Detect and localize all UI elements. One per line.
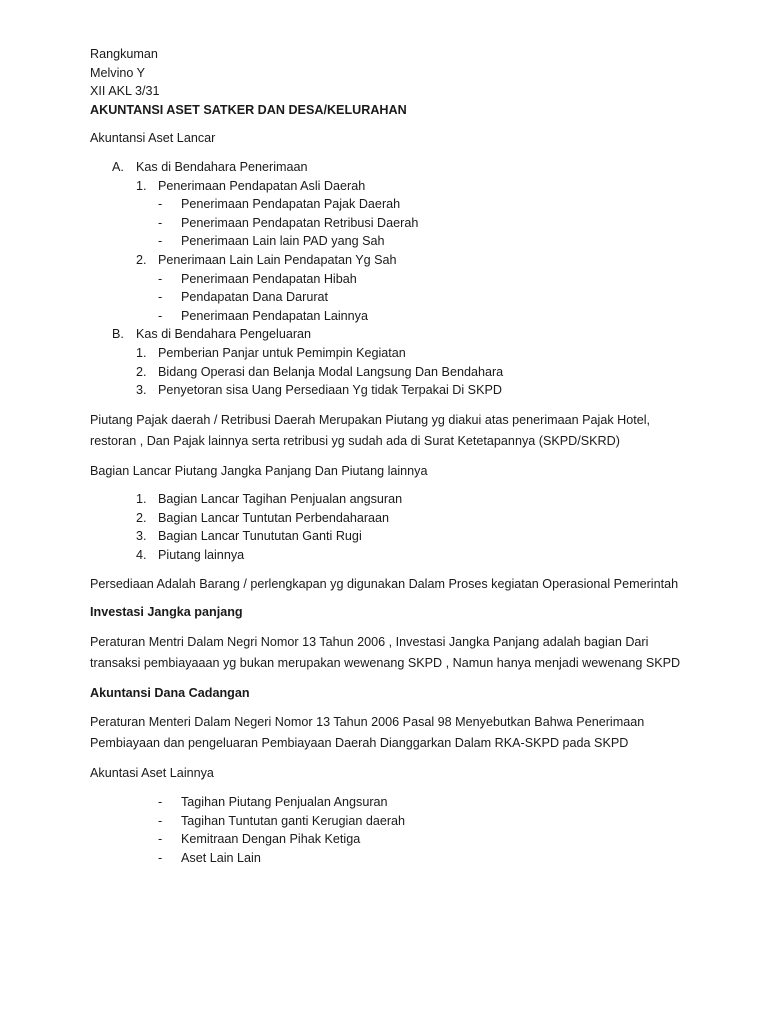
list-marker: - — [158, 197, 163, 212]
list-item-label: Penerimaan Pendapatan Retribusi Daerah — [181, 215, 419, 230]
document-title: AKUNTANSI ASET SATKER DAN DESA/KELURAHAN — [90, 102, 407, 117]
list-marker: B. — [112, 327, 124, 342]
list-marker: 2. — [136, 510, 147, 525]
list-item — [90, 849, 690, 868]
paragraph-line: Pembiayaan dan pengeluaran Pembiayaan Daerah Dianggarkan Dalam RKA-SKPD pada SKPD — [90, 736, 629, 751]
list-item-label: Penerimaan Pendapatan Pajak Daerah — [181, 197, 401, 212]
list-item — [90, 344, 690, 363]
list-item — [90, 177, 690, 196]
list-item — [90, 793, 690, 812]
list-item — [90, 214, 690, 233]
list-item-label: Penerimaan Lain Lain Pendapatan Yg Sah — [158, 252, 397, 267]
list-item-label: Piutang lainnya — [158, 548, 245, 563]
list-item-label: Bidang Operasi dan Belanja Modal Langsung Dan Bendahara — [158, 364, 504, 379]
list-marker: - — [158, 832, 163, 847]
section-heading-bagian-lancar: Bagian Lancar Piutang Jangka Panjang Dan Piutang lainnya — [90, 463, 428, 478]
list-item — [90, 527, 690, 546]
doc-label: Rangkuman — [90, 47, 158, 61]
list-marker: - — [158, 290, 163, 305]
list-item — [90, 307, 690, 326]
paragraph-line: transaksi pembiayaaan yg bukan merupakan wewenang SKPD , Namun hanya menjadi wewenang SKPD — [90, 655, 681, 670]
list-item — [90, 812, 690, 831]
list-item-label: Penyetoran sisa Uang Persediaan Yg tidak Terpakai Di SKPD — [158, 383, 502, 398]
list-marker: 2. — [136, 252, 147, 267]
list-item — [90, 251, 690, 270]
list-marker: 3. — [136, 529, 147, 544]
document-page — [90, 45, 690, 867]
list-item-label: Bagian Lancar Tunututan Ganti Rugi — [158, 529, 362, 544]
list-item-label: Kas di Bendahara Pengeluaran — [136, 327, 312, 342]
list-item — [90, 381, 690, 400]
list-item — [90, 830, 690, 849]
outline-aset-lancar — [90, 158, 690, 400]
list-marker: 2. — [136, 364, 147, 379]
list-marker: - — [158, 813, 163, 828]
list-item — [90, 363, 690, 382]
list-item-label: Pemberian Panjar untuk Pemimpin Kegiatan — [158, 345, 406, 360]
section-heading-investasi: Investasi Jangka panjang — [90, 605, 243, 620]
paragraph-line: Peraturan Menteri Dalam Negeri Nomor 13 Tahun 2006 Pasal 98 Menyebutkan Bahwa Penerimaan — [90, 715, 645, 730]
list-item-label: Kemitraan Dengan Pihak Ketiga — [181, 832, 361, 847]
list-marker: - — [158, 308, 163, 323]
paragraph-line: Piutang Pajak daerah / Retribusi Daerah Merupakan Piutang yg diakui atas penerimaan Pajak Hotel, — [90, 412, 651, 427]
author-name: Melvino Y — [90, 65, 146, 80]
list-marker: 3. — [136, 383, 147, 398]
class-info: XII AKL 3/31 — [90, 84, 160, 99]
paragraph-dana-cadangan — [90, 712, 690, 754]
list-item — [90, 232, 690, 251]
list-marker: 4. — [136, 548, 147, 563]
list-item-label: Penerimaan Lain lain PAD yang Sah — [181, 234, 385, 249]
list-marker: - — [158, 271, 163, 286]
list-marker: 1. — [136, 492, 147, 507]
list-marker: - — [158, 795, 163, 810]
list-item-label: Kas di Bendahara Penerimaan — [136, 159, 308, 174]
list-item — [90, 509, 690, 528]
section-heading-dana-cadangan: Akuntansi Dana Cadangan — [90, 685, 250, 700]
list-marker: 1. — [136, 178, 147, 193]
paragraph-persediaan: Persediaan Adalah Barang / perlengkapan yg digunakan Dalam Proses kegiatan Operasional Pemerintah — [90, 576, 679, 591]
list-item — [90, 270, 690, 289]
list-item-label: Tagihan Tuntutan ganti Kerugian daerah — [181, 813, 406, 828]
list-item — [90, 490, 690, 509]
list-marker: - — [158, 215, 163, 230]
list-item-label: Bagian Lancar Tagihan Penjualan angsuran — [158, 492, 403, 507]
list-bagian-lancar — [90, 490, 690, 564]
list-item-label: Tagihan Piutang Penjualan Angsuran — [181, 795, 388, 810]
list-item — [90, 546, 690, 565]
list-aset-lainnya — [90, 793, 690, 867]
list-marker: - — [158, 234, 163, 249]
list-item-label: Penerimaan Pendapatan Lainnya — [181, 308, 368, 323]
list-item-label: Penerimaan Pendapatan Hibah — [181, 271, 357, 286]
list-item — [90, 195, 690, 214]
list-item-label: Bagian Lancar Tuntutan Perbendaharaan — [158, 510, 390, 525]
list-item-label: Penerimaan Pendapatan Asli Daerah — [158, 178, 366, 193]
section-heading-aset-lainnya: Akuntasi Aset Lainnya — [90, 766, 214, 781]
paragraph-piutang — [90, 410, 690, 452]
section-heading-aset-lancar: Akuntansi Aset Lancar — [90, 131, 216, 146]
paragraph-investasi — [90, 632, 690, 674]
list-marker: A. — [112, 159, 124, 174]
list-marker: - — [158, 850, 163, 865]
list-item-label: Pendapatan Dana Darurat — [181, 290, 329, 305]
list-item-label: Aset Lain Lain — [181, 850, 261, 865]
paragraph-line: Peraturan Mentri Dalam Negri Nomor 13 Tahun 2006 , Investasi Jangka Panjang adalah bagian Dari — [90, 634, 649, 649]
list-item — [90, 158, 690, 177]
list-item — [90, 325, 690, 344]
list-marker: 1. — [136, 345, 147, 360]
list-item — [90, 288, 690, 307]
paragraph-line: restoran , Dan Pajak lainnya serta retribusi yg sudah ada di Surat Ketetapannya (SKPD/SKRD) — [90, 433, 620, 448]
